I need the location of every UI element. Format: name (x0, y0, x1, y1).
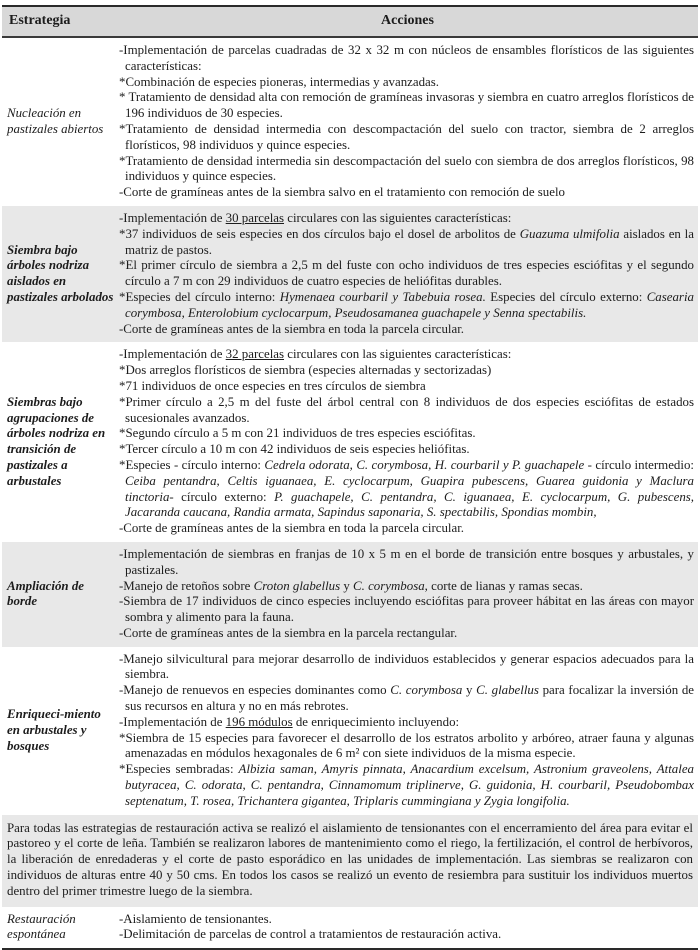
action-item (119, 363, 694, 379)
text-segment: , corte de lianas y ramas secas. (424, 578, 583, 593)
table-row (2, 907, 698, 950)
text-segment: *Especies del círculo interno: (119, 289, 280, 304)
action-item (119, 322, 694, 338)
text-segment: *Siembra de 15 especies para favorecer el desarrollo de los estratos arbolito y arbóreo, atraer fauna y algunas amenazadas en módulos hexagonales de 6 m² con siete individuos de la misma especie. (119, 730, 694, 761)
action-item (119, 395, 694, 427)
text-segment: *El primer círculo de siembra a 2,5 m del fuste con ocho individuos de tres especies esciófitas y el segundo círculo a 7 m con 29 individuos de cuatro especies de heliófitas durables. (119, 258, 694, 289)
text-segment: *Dos arreglos florísticos de siembra (especies alternadas y sectorizadas) (119, 363, 492, 378)
column-header-acciones: Acciones (117, 6, 698, 37)
text-segment: *Combinación de especies pioneras, intermedias y avanzadas. (119, 74, 440, 89)
table-row (2, 37, 698, 206)
text-segment: circulares con las siguientes características: (284, 210, 512, 225)
text-segment: -Manejo de retoños sobre (119, 578, 254, 593)
underlined-figure: 196 módulos (225, 714, 293, 729)
text-segment: - círculo externo: (169, 489, 275, 504)
table-row (2, 542, 698, 647)
strategy-cell: Siembra bajo árboles nodriza aislados en pastizales arbolados (7, 242, 114, 304)
text-segment: -Implementación de (119, 714, 226, 729)
strategy-cell: Enriqueci-miento en arbustales y bosques (7, 706, 101, 753)
action-item (119, 912, 694, 928)
action-item (119, 185, 694, 201)
underlined-figure: 30 parcelas (225, 210, 285, 225)
text-segment: -Implementación de (119, 210, 226, 225)
action-item (119, 579, 694, 595)
text-segment: -Delimitación de parcelas de control a tratamientos de restauración activa. (119, 927, 502, 942)
action-item (119, 458, 694, 521)
text-segment: * Tratamiento de densidad alta con remoción de gramíneas invasoras y siembra en cuatro arreglos florísticos de 196 individuos de 30 especies. (119, 90, 694, 121)
text-segment: y (462, 683, 477, 698)
action-item (119, 521, 694, 537)
table-row (2, 342, 698, 542)
text-segment: Especies del círculo externo: (485, 289, 647, 304)
action-item (119, 43, 694, 75)
header-row (2, 6, 698, 37)
text-segment: -Manejo silvicultural para mejorar desarrollo de individuos establecidos y generar espacios adecuados para la siembra. (119, 651, 694, 682)
text-segment: - círculo intermedio: (584, 457, 694, 472)
text-segment: *Segundo círculo a 5 m con 21 individuos de tres especies esciófitas. (119, 426, 476, 441)
species-name: Albizia saman, Amyris pinnata, Anacardium excelsum, Astronium graveolens, Attalea butyracea, C. odorata, C. pentandra, Cinnamomum triplinerve, G. guidonia, H. courbaril, Pseudobombax septenatum, T. rosea, Trichantera gigantea, Triplaris cummingiana y Zygia longifolia. (125, 762, 694, 808)
action-item (119, 762, 694, 809)
action-item (119, 731, 694, 763)
underlined-figure: 32 parcelas (225, 347, 285, 362)
restoration-strategies-table (2, 5, 698, 950)
action-item (119, 626, 694, 642)
action-item (119, 594, 694, 626)
species-name: C. corymbosa (390, 683, 463, 698)
species-name: C. corymbosa (353, 578, 425, 593)
actions-cell (117, 647, 698, 815)
text-segment: de enriquecimiento incluyendo: (292, 714, 460, 729)
species-name: Guazuma ulmifolia (519, 226, 620, 241)
text-segment: aislados en la matriz de pastos. (125, 226, 694, 257)
action-item (119, 652, 694, 684)
table-row (2, 647, 698, 815)
action-item (119, 154, 694, 186)
action-item (119, 426, 694, 442)
action-item (119, 211, 694, 227)
actions-cell (117, 206, 698, 342)
species-name: Cedrela odorata, C. corymbosa, H. courbaril y P. guachapele (264, 457, 585, 472)
text-segment: *37 individuos de seis especies en dos círculos bajo el dosel de arbolitos de (119, 226, 520, 241)
text-segment: -Implementación de parcelas cuadradas de 32 x 32 m con núcleos de ensambles florísticos de las siguientes características: (119, 43, 694, 73)
strategy-cell: Restauración espontánea (7, 911, 76, 942)
text-segment: -Implementación de siembras en franjas de 10 x 5 m en el borde de transición entre bosques y arbustales, y pastizales. (119, 546, 694, 577)
text-segment: *Tratamiento de densidad intermedia con descompactación del suelo con tractor, siembra de 2 arreglos florísticos, 98 individuos y quince especies. (119, 121, 694, 152)
column-header-estrategia: Estrategia (2, 6, 117, 37)
species-name: Ceiba pentandra, Celtis iguanaea, E. cyclocarpum, Guapira pubescens, Guarea guidonia y Maclura tinctoria (125, 473, 694, 504)
species-name: Hymenaea courbaril y Tabebuia rosea. (279, 289, 486, 304)
species-name: Croton glabellus (253, 578, 341, 593)
general-note-text (2, 815, 698, 907)
text-segment: *Tratamiento de densidad intermedia sin descompactación del suelo con siembra de dos arreglos florísticos, 98 individuos y quince especies. (119, 153, 694, 184)
actions-cell (117, 907, 698, 950)
text-segment: *71 individuos de once especies en tres círculos de siembra (119, 378, 426, 393)
text-segment: *Especies sembradas: (119, 762, 239, 777)
species-name: Casearia corymbosa, Enterolobium cyclocarpum, Pseudosamanea guachapele y Senna spectabilis. (125, 289, 694, 320)
action-item (119, 290, 694, 322)
general-note-row (2, 815, 698, 907)
text-segment: -Siembra de 17 individuos de cinco especies incluyendo esciófitas para proveer hábitat en las áreas con mayor sombra y alimento para la fauna. (119, 594, 694, 625)
action-item (119, 379, 694, 395)
text-segment: *Especies - círculo interno: (119, 457, 265, 472)
text-segment: para focalizar la inversión de sus recursos en altura y no en más rebrotes. (125, 683, 694, 714)
strategy-cell: Ampliación de borde (7, 578, 84, 609)
text-segment: -Implementación de (119, 347, 226, 362)
action-item (119, 442, 694, 458)
text-segment: -Corte de gramíneas antes de la siembra en la parcela rectangular. (119, 625, 458, 640)
action-item (119, 258, 694, 290)
text-segment: Para todas las estrategias de restauración activa se realizó el aislamiento de tensionantes con el encerramiento del área para evitar el pastoreo y el corte de leña. También se realizaron labores de mantenimiento como el riego, la fertilización, el control de herbívoros, la liberación de enredaderas y el corte de pasto esporádico en las unidades de implementación. Las siembras se realizaron con individuos de alturas entre 40 y 50 cms. En todos los casos se realizó un evento de resiembra para sustituir los individuos muertos dentro del primer trimestre luego de la siembra. (7, 820, 693, 898)
action-item (119, 927, 694, 943)
text-segment: *Tercer círculo a 10 m con 42 individuos de seis especies heliófitas. (119, 442, 470, 457)
table-header (2, 6, 698, 37)
table-body (2, 37, 698, 949)
action-item (119, 90, 694, 122)
action-item (119, 75, 694, 91)
strategy-cell: Nucleación en pastizales abiertos (7, 106, 104, 136)
text-segment: y (340, 578, 354, 593)
species-name: C. glabellus (476, 683, 539, 698)
text-segment: *Primer círculo a 2,5 m del fuste del árbol central con 8 individuos de dos especies esciófitas de estados sucesionales avanzados. (119, 394, 694, 425)
actions-cell (117, 542, 698, 647)
species-name: P. guachapele, C. pentandra, C. iguanaea, E. cyclocarpum, G. pubescens, Jacaranda caucana, Randia armata, Sapindus saponaria, S. spectabilis, Spondias mombin, (125, 489, 695, 520)
action-item (119, 715, 694, 731)
strategy-cell: Siembras bajo agrupaciones de árboles nodriza en transición de pastizales a arbustales (7, 394, 106, 488)
text-segment: -Corte de gramíneas antes de la siembra en toda la parcela circular. (119, 321, 465, 336)
action-item (119, 547, 694, 579)
action-item (119, 122, 694, 154)
action-item (119, 347, 694, 363)
text-segment: circulares con las siguientes características: (284, 347, 512, 362)
table-row (2, 206, 698, 342)
actions-cell (117, 37, 698, 206)
text-segment: -Corte de gramíneas antes de la siembra en toda la parcela circular. (119, 521, 465, 536)
text-segment: -Corte de gramíneas antes de la siembra salvo en el tratamiento con remoción de suelo (119, 185, 565, 200)
text-segment: -Aislamiento de tensionantes. (119, 911, 272, 926)
action-item (119, 683, 694, 715)
text-segment: -Manejo de renuevos en especies dominantes como (119, 683, 391, 698)
actions-cell (117, 342, 698, 542)
action-item (119, 227, 694, 259)
